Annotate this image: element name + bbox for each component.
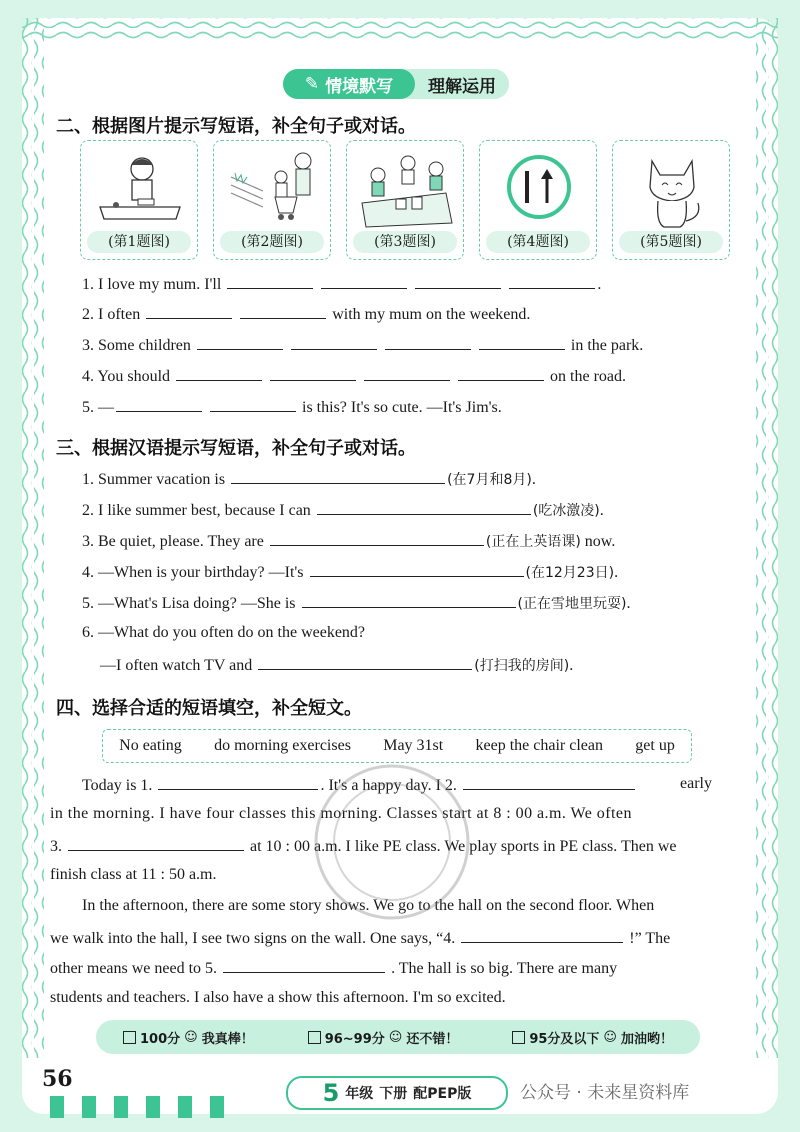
picture-2 [213,140,331,260]
s3-item-3 [82,531,615,551]
s2-item-4-end: on the road. [550,368,627,385]
picture-1 [80,140,198,260]
s2-item-4-text: 4. You should [82,368,171,385]
s3-item-1-text: 1. Summer vacation is [82,471,226,488]
badge-right-label: 理解运用 [428,76,496,97]
answer-blank[interactable] [210,397,296,412]
score-label: 96~99分 [324,1031,385,1047]
passage-text: students and teachers. I also have a show this afternoon. I'm so excited. [50,989,506,1006]
answer-blank[interactable] [68,836,244,851]
picture-2-caption: (第2题图) [220,231,324,253]
s2-item-5-text: 5. — [82,399,114,416]
answer-blank[interactable] [197,335,283,350]
badge-left-label: 情境默写 [325,76,394,97]
edition-label: 配PEP版 [413,1086,472,1102]
section-2-title: 二、根据图片提示写短语，补全句子或对话。 [56,116,416,137]
passage-text: in the morning. I have four classes this morning. Classes start at 8 : 00 a.m. We often [50,805,632,822]
s2-item-1-end: . [597,276,602,293]
answer-blank[interactable] [415,274,501,289]
shopping-illustration [223,147,323,233]
s2-item-3-end: in the park. [570,337,644,354]
section-3-title: 三、根据汉语提示写短语，补全句子或对话。 [56,438,416,459]
score-checkbox[interactable] [308,1031,321,1044]
footer-decor-bars [50,1096,224,1118]
answer-blank[interactable] [463,775,635,790]
answer-blank[interactable] [270,366,356,381]
score-bar [96,1020,700,1054]
score-comment: 加油哟！ [620,1031,673,1047]
s3-item-4 [82,562,618,582]
answer-blank[interactable] [310,562,524,577]
passage-text: Today is 1. [82,777,153,794]
cat-illustration [622,147,722,233]
s3-item-3-hint: (正在上英语课) [485,534,581,550]
answer-blank[interactable] [231,469,445,484]
passage-text: 3. [50,838,62,855]
s3-item-2-end: . [599,502,604,519]
picnic-illustration [356,147,456,233]
s2-item-5 [82,397,502,417]
s3-item-4-end: . [614,564,619,581]
s3-item-1 [82,469,536,489]
s3-item-5-hint: (正在雪地里玩耍) [517,596,627,612]
header-badge [283,69,509,99]
s2-item-2-end: with my mum on the weekend. [332,306,531,323]
footer-grade-badge [286,1076,508,1110]
passage-line-8 [50,989,740,1007]
answer-blank[interactable] [479,335,565,350]
s3-item-6b-text: —I often watch TV and [100,657,253,674]
passage-text: !” The [629,930,671,947]
s3-item-3-end: now. [584,533,616,550]
passage-text: early [680,775,712,792]
s3-item-5-text: 5. —What's Lisa doing? —She is [82,595,296,612]
answer-blank[interactable] [385,335,471,350]
badge-left [283,69,415,99]
picture-3 [346,140,464,260]
s3-item-6b-hint: (打扫我的房间) [474,658,570,674]
score-item-95 [512,1028,673,1047]
score-item-96 [308,1028,459,1047]
passage-text: at 10 : 00 a.m. I like PE class. We play sports in PE class. Then we [250,838,677,855]
s3-item-6 [82,624,365,642]
answer-blank[interactable] [146,304,232,319]
keep-right-sign-icon [489,147,589,233]
passage-text: In the afternoon, there are some story shows. We go to the hall on the second floor. When [82,897,655,914]
cheer-face-icon: ☺ [603,1029,617,1045]
s3-item-5 [82,593,630,613]
picture-row [80,140,730,262]
answer-blank[interactable] [176,366,262,381]
score-comment: 还不错！ [406,1031,459,1047]
s3-item-2-text: 2. I like summer best, because I can [82,502,311,519]
answer-blank[interactable] [509,274,595,289]
answer-blank[interactable] [240,304,326,319]
s3-item-4-hint: (在12月23日) [525,565,615,581]
option-phrase: keep the chair clean [475,737,603,754]
score-item-100 [123,1028,254,1047]
answer-blank[interactable] [461,928,623,943]
passage-text: . The hall is so big. There are many [391,960,618,977]
answer-blank[interactable] [458,366,544,381]
answer-blank[interactable] [291,335,377,350]
picture-1-caption: (第1题图) [87,231,191,253]
picture-5-caption: (第5题图) [619,231,723,253]
section-4-title: 四、选择合适的短语填空，补全短文。 [56,698,362,719]
s2-item-5-end: is this? It's so cute. —It's Jim's. [302,399,502,416]
score-checkbox[interactable] [123,1031,136,1044]
answer-blank[interactable] [317,500,531,515]
grade-suffix: 年级 [345,1086,374,1102]
answer-blank[interactable] [223,958,385,973]
answer-blank[interactable] [158,775,318,790]
s3-item-2-hint: (吃冰激凌) [532,503,600,519]
s3-item-1-hint: (在7月和8月) [447,472,532,488]
option-phrase: May 31st [383,737,444,754]
option-phrase: do morning exercises [214,737,351,754]
picture-5 [612,140,730,260]
s3-item-4-text: 4. —When is your birthday? —It's [82,564,304,581]
passage-line-7 [50,958,740,978]
passage-text: we walk into the hall, I see two signs on the wall. One says, “4. [50,930,456,947]
score-comment: 我真棒！ [201,1031,254,1047]
page-number: 56 [42,1066,73,1092]
passage-text: . It's a happy day. I 2. [320,777,457,794]
picture-4-caption: (第4题图) [486,231,590,253]
smile-face-icon: ☺ [184,1029,198,1045]
answer-blank[interactable] [270,531,484,546]
answer-blank[interactable] [302,593,516,608]
s2-item-2 [82,304,530,324]
s3-item-6-answer [100,655,573,675]
s3-item-2 [82,500,604,520]
s2-item-1-text: 1. I love my mum. I'll [82,276,222,293]
s3-item-3-text: 3. Be quiet, please. They are [82,533,264,550]
s3-item-5-end: . [626,595,631,612]
s2-item-3-text: 3. Some children [82,337,191,354]
option-phrase: get up [635,737,675,754]
score-label: 100分 [139,1031,181,1047]
answer-blank[interactable] [258,655,472,670]
picture-4 [479,140,597,260]
answer-blank[interactable] [364,366,450,381]
volume-label: 下册 [379,1086,408,1102]
answer-blank[interactable] [116,397,202,412]
s3-item-1-end: . [531,471,536,488]
option-phrase: No eating [119,737,182,754]
pencil-icon: ✎ [304,74,320,94]
answer-blank[interactable] [321,274,407,289]
grade-number: 5 [322,1079,340,1107]
s2-item-4 [82,366,626,386]
boy-at-desk-illustration [90,147,190,233]
s2-item-3 [82,335,643,355]
passage-text: finish class at 11 : 50 a.m. [50,866,217,883]
answer-blank[interactable] [227,274,313,289]
s3-item-6-text: 6. —What do you often do on the weekend? [82,624,366,641]
s3-item-6b-end: . [569,657,574,674]
score-checkbox[interactable] [512,1031,525,1044]
s2-item-2-text: 2. I often [82,306,141,323]
passage-text: other means we need to 5. [50,960,218,977]
watermark-text: 公众号 · 未来星资料库 [520,1083,690,1103]
score-label: 95分及以下 [529,1031,600,1047]
picture-3-caption: (第3题图) [353,231,457,253]
stamp-watermark [304,754,480,930]
s2-item-1 [82,274,601,294]
smile-face-icon: ☺ [388,1029,403,1045]
passage-line-6 [50,928,740,948]
